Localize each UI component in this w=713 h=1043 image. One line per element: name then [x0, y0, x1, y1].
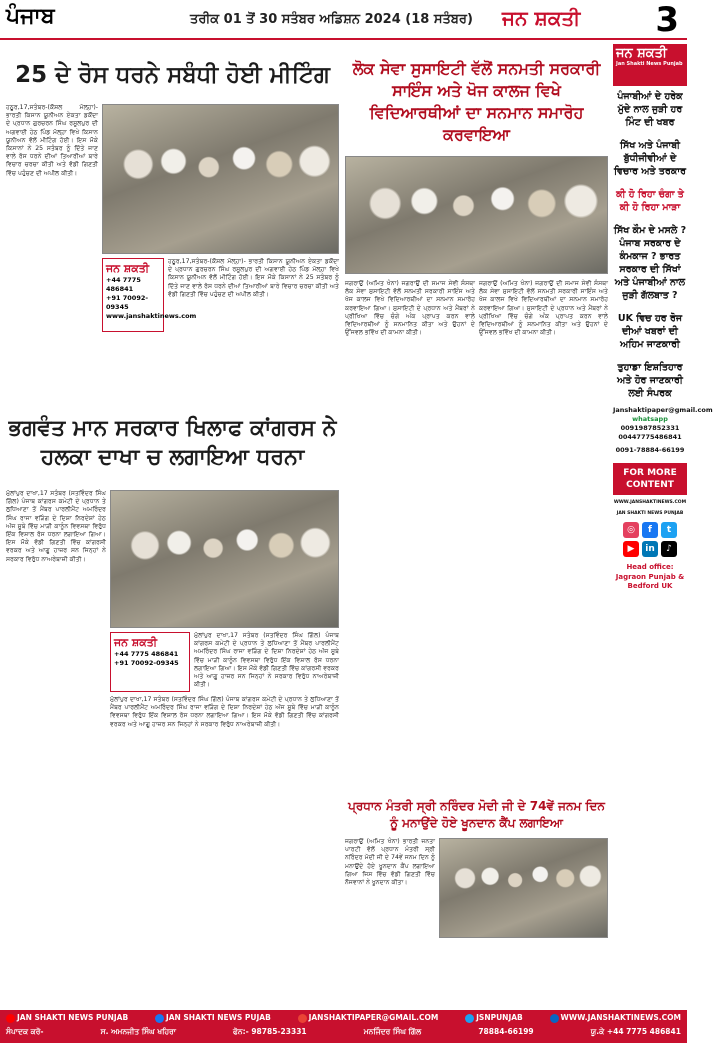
ad-phone-2b: +91 70092-09345 [114, 659, 179, 667]
tiktok-icon[interactable]: ♪ [661, 541, 677, 557]
gmail-icon [298, 1014, 307, 1023]
social-icons [613, 522, 687, 557]
page-footer [0, 1010, 687, 1043]
sidebar-header [613, 44, 687, 86]
footer-bottom-6: ਯੂ.ਕੇ +44 7775 486841 [590, 1026, 681, 1036]
ad-logo: ਜਨ ਸ਼ਕਤੀ [106, 262, 150, 275]
footer-item-3[interactable]: JANSHAKTIPAPER@GMAIL.COM [298, 1013, 439, 1023]
article2-body-continued-a: ਮੁੱਲਾਂਪੁਰ ਦਾਖਾ,17 ਸਤੰਬਰ (ਸਤਵਿੰਦਰ ਸਿੰਘ ਗਿੱਲ) ਪੰਜਾਬ ਕਾਂਗਰਸ ਕਮੇਟੀ ਦੇ ਪ੍ਰਧਾਨ ਤੇ ਲੁਧਿਆਣਾ ਤੋਂ ਮੈਂਬਰ ਪਾਰਲੀਮੈਂਟ ਅਮਰਿੰਦਰ ਸਿੰਘ ਰਾਜਾ ਵੜਿੰਗ ਦੇ ਦਿਸ਼ਾ ਨਿਰਦੇਸ਼ਾਂ ਹੇਠ ਅੱਜ ਸੂਬੇ ਵਿੱਚ ਮਾੜੀ ਕਾਨੂੰਨ ਵਿਵਸਥਾ ਵਿਰੁੱਧ ਇੱਕ ਵਿਸ਼ਾਲ ਰੋਸ ਧਰਨਾ ਲਗਾਇਆ ਗਿਆ। ਇਸ ਮੌਕੇ ਵੱਡੀ ਗਿਣਤੀ ਵਿੱਚ ਕਾਂਗਰਸੀ ਵਰਕਰ ਅਤੇ ਆਗੂ ਹਾਜ਼ਰ ਸਨ ਜਿਨ੍ਹਾਂ ਨੇ ਸਰਕਾਰ ਵਿਰੁੱਧ ਨਾਅਰੇਬਾਜ਼ੀ ਕੀਤੀ। [194, 632, 339, 689]
footer-bottom-4: ਮਨਜਿੰਦਰ ਸਿੰਘ ਗਿੱਲ [363, 1026, 422, 1036]
article1-headline: 25 ਦੇ ਰੋਸ ਧਰਨੇ ਸਬੰਧੀ ਹੋਈ ਮੀਟਿੰਗ [15, 62, 330, 88]
sidebar-site[interactable]: WWW.JANSHAKTINEWS.COM [613, 500, 687, 505]
article2-headline: ਭਗਵੰਤ ਮਾਨ ਸਰਕਾਰ ਖਿਲਾਫ ਕਾਂਗਰਸ ਨੇ ਹਲਕਾ ਦਾਖਾ ਚ ਲਗਾਇਆ ਧਰਨਾ [8, 416, 337, 470]
section-title: ਪੰਜਾਬ [6, 4, 55, 29]
youtube-icon [6, 1014, 15, 1023]
article3-body: ਜਗਰਾਉਂ (ਅਮਿਤ ਖੰਨਾ) ਜਗਰਾਉਂ ਦੀ ਸਮਾਜ ਸੇਵੀ ਸੰਸਥਾ ਲੋਕ ਸੇਵਾ ਸੁਸਾਇਟੀ ਵੱਲੋਂ ਸਨਮਤੀ ਸਰਕਾਰੀ ਸਾਇੰਸ ਅਤੇ ਖੋਜ ਕਾਲਜ ਵਿਖੇ ਵਿਦਿਆਰਥੀਆਂ ਦਾ ਸਨਮਾਨ ਸਮਾਰੋਹ ਕਰਵਾਇਆ ਗਿਆ। ਸੁਸਾਇਟੀ ਦੇ ਪ੍ਰਧਾਨ ਅਤੇ ਮੈਂਬਰਾਂ ਨੇ ਪ੍ਰੀਖਿਆ ਵਿੱਚ ਚੰਗੇ ਅੰਕ ਪ੍ਰਾਪਤ ਕਰਨ ਵਾਲੇ ਵਿਦਿਆਰਥੀਆਂ ਨੂੰ ਸਨਮਾਨਿਤ ਕੀਤਾ ਅਤੇ ਉਹਨਾਂ ਦੇ ਉੱਜਵਲ ਭਵਿੱਖ ਦੀ ਕਾਮਨਾ ਕੀਤੀ। [345, 280, 475, 337]
sidebar-item-4: ਸਿੱਖ ਕੌਮ ਦੇ ਮਸਲੇ ? ਪੰਜਾਬ ਸਰਕਾਰ ਦੇ ਕੰਮਕਾਜ ? ਭਾਰਤ ਸਰਕਾਰ ਦੀ ਸਿੱਖਾਂ ਅਤੇ ਪੰਜਾਬੀਆਂ ਨਾਲ ਜੁੜੀ ਗੱਲਬਾਤ ? [613, 225, 687, 301]
article1-photo [102, 104, 339, 254]
sidebar-item-3: ਕੀ ਹੋ ਰਿਹਾ ਚੰਗਾ ਤੇ ਕੀ ਹੋ ਰਿਹਾ ਮਾੜਾ [616, 189, 684, 213]
page-header [0, 0, 687, 40]
article3-headline: ਲੋਕ ਸੇਵਾ ਸੁਸਾਇਟੀ ਵੱਲੋਂ ਸਨਮਤੀ ਸਰਕਾਰੀ ਸਾਇੰਸ ਅਤੇ ਖੋਜ ਕਾਲਜ ਵਿਖੇ ਵਿਦਿਆਰਥੀਆਂ ਦਾ ਸਨਮਾਨ ਸਮਾਰੋਹ ਕਰਵਾਇਆ [352, 59, 601, 144]
ad-logo-2: ਜਨ ਸ਼ਕਤੀ [114, 636, 158, 649]
ad-site: www.janshaktinews.com [106, 312, 197, 320]
edition-date: ਤਰੀਕ 01 ਤੋਂ 30 ਸਤੰਬਰ ਅਡਿਸ਼ਨ 2024 (18 ਸਤੰਬਰ) [190, 12, 473, 27]
sidebar-item-6: ਤੁਹਾਡਾ ਇਸ਼ਤਿਹਾਰ ਅਤੇ ਹੋਰ ਜਾਣਕਾਰੀ ਲਈ ਸੰਪਰਕ [617, 362, 683, 399]
article2-photo [110, 490, 339, 628]
janshakti-ad-2[interactable] [110, 632, 190, 692]
sidebar-item-5: UK ਵਿਚ ਹਰ ਰੋਜ ਦੀਆਂ ਖਬਰਾਂ ਦੀ ਅਹਿਮ ਜਾਣਕਾਰੀ [617, 313, 683, 350]
article4-headline: ਪ੍ਰਧਾਨ ਮੰਤਰੀ ਸ੍ਰੀ ਨਰਿੰਦਰ ਮੋਦੀ ਜੀ ਦੇ 74ਵੇਂ ਜਨਮ ਦਿਨ ਨੂੰ ਮਨਾਉਂਦੇ ਹੋਏ ਖੂਨਦਾਨ ਕੈਂਪ ਲਗਾਇਆ [348, 799, 605, 830]
sidebar [613, 44, 713, 994]
footer-item-5[interactable]: WWW.JANSHAKTINEWS.COM [550, 1013, 681, 1023]
article2-body-continued-b: ਮੁੱਲਾਂਪੁਰ ਦਾਖਾ,17 ਸਤੰਬਰ (ਸਤਵਿੰਦਰ ਸਿੰਘ ਗਿੱਲ) ਪੰਜਾਬ ਕਾਂਗਰਸ ਕਮੇਟੀ ਦੇ ਪ੍ਰਧਾਨ ਤੇ ਲੁਧਿਆਣਾ ਤੋਂ ਮੈਂਬਰ ਪਾਰਲੀਮੈਂਟ ਅਮਰਿੰਦਰ ਸਿੰਘ ਰਾਜਾ ਵੜਿੰਗ ਦੇ ਦਿਸ਼ਾ ਨਿਰਦੇਸ਼ਾਂ ਹੇਠ ਅੱਜ ਸੂਬੇ ਵਿੱਚ ਮਾੜੀ ਕਾਨੂੰਨ ਵਿਵਸਥਾ ਵਿਰੁੱਧ ਇੱਕ ਵਿਸ਼ਾਲ ਰੋਸ ਧਰਨਾ ਲਗਾਇਆ ਗਿਆ। ਇਸ ਮੌਕੇ ਵੱਡੀ ਗਿਣਤੀ ਵਿੱਚ ਕਾਂਗਰਸੀ ਵਰਕਰ ਅਤੇ ਆਗੂ ਹਾਜ਼ਰ ਸਨ ਜਿਨ੍ਹਾਂ ਨੇ ਸਰਕਾਰ ਵਿਰੁੱਧ ਨਾਅਰੇਬਾਜ਼ੀ ਕੀਤੀ। [110, 696, 339, 728]
sidebar-phone[interactable]: 0091-78884-66199 [615, 446, 685, 454]
sidebar-tagline: Jan Shakti News Punjab [616, 61, 683, 67]
twitter-icon [465, 1014, 474, 1023]
ad-phone-1: +44 7775 486841 [106, 276, 141, 293]
sidebar-email[interactable]: Janshaktipaper@gmail.com [613, 406, 713, 414]
sidebar-whatsapp-label: whatsapp [632, 415, 668, 423]
footer-bottom-1: ਸੰਪਾਦਕ ਕਰੋ- [6, 1026, 44, 1036]
footer-bottom-3: ਫੋਨ:- 98785-23331 [233, 1026, 307, 1036]
facebook-icon[interactable]: f [642, 522, 658, 538]
sidebar-logo: ਜਨ ਸ਼ਕਤੀ [616, 46, 667, 61]
twitter-icon[interactable]: t [661, 522, 677, 538]
footer-item-2[interactable]: JAN SHAKTI NEWS PUJAB [155, 1013, 271, 1023]
sidebar-whatsapp-2[interactable]: 00447775486841 [618, 433, 682, 441]
sidebar-head-office: Head office: Jagraon Punjab & Bedford UK [615, 563, 685, 590]
left-column [6, 60, 339, 870]
janshakti-ad[interactable] [102, 258, 197, 332]
sidebar-item-1: ਪੰਜਾਬੀਆਂ ਦੇ ਹਰੇਕ ਮੁੱਦੇ ਨਾਲ ਜੁੜੀ ਹਰ ਮਿੰਟ ਦੀ ਖਬਰ [617, 91, 683, 128]
page-number: 3 [655, 0, 679, 40]
globe-icon [550, 1014, 559, 1023]
facebook-icon [155, 1014, 164, 1023]
sidebar-whatsapp-1[interactable]: 0091987852331 [620, 424, 680, 432]
article1-body-continued: ਹਠੂਰ,17,ਸਤੰਬਰ-(ਕੌਸ਼ਲ ਮੱਲ੍ਹਾ)- ਭਾਰਤੀ ਕਿਸਾਨ ਯੂਨੀਅਨ ਏਕਤਾ ਡਕੌਂਦਾ ਦੇ ਪ੍ਰਧਾਨ ਗੁਰਚਰਨ ਸਿੰਘ ਰਸੂਲਪੁਰ ਦੀ ਅਗਵਾਈ ਹੇਠ ਪਿੰਡ ਮੱਲ੍ਹਾ ਵਿਖੇ ਕਿਸਾਨ ਯੂਨੀਅਨ ਵੱਲੋਂ ਮੀਟਿੰਗ ਹੋਈ। ਇਸ ਮੌਕੇ ਕਿਸਾਨਾਂ ਨੇ 25 ਸਤੰਬਰ ਨੂੰ ਦਿੱਤੇ ਜਾਣ ਵਾਲੇ ਰੋਸ ਧਰਨੇ ਦੀਆਂ ਤਿਆਰੀਆਂ ਬਾਰੇ ਵਿਚਾਰ ਚਰਚਾ ਕੀਤੀ ਅਤੇ ਵੱਡੀ ਗਿਣਤੀ ਵਿੱਚ ਪਹੁੰਚਣ ਦੀ ਅਪੀਲ ਕੀਤੀ। [168, 258, 339, 298]
footer-bottom-5: 78884-66199 [478, 1026, 534, 1036]
more-content-button[interactable]: FOR MORE CONTENT [613, 463, 687, 495]
linkedin-icon[interactable]: in [642, 541, 658, 557]
article4-photo [439, 838, 608, 938]
article1-body: ਹਠੂਰ,17,ਸਤੰਬਰ-(ਕੌਸ਼ਲ ਮੱਲ੍ਹਾ)- ਭਾਰਤੀ ਕਿਸਾਨ ਯੂਨੀਅਨ ਏਕਤਾ ਡਕੌਂਦਾ ਦੇ ਪ੍ਰਧਾਨ ਗੁਰਚਰਨ ਸਿੰਘ ਰਸੂਲਪੁਰ ਦੀ ਅਗਵਾਈ ਹੇਠ ਪਿੰਡ ਮੱਲ੍ਹਾ ਵਿਖੇ ਕਿਸਾਨ ਯੂਨੀਅਨ ਵੱਲੋਂ ਮੀਟਿੰਗ ਹੋਈ। ਇਸ ਮੌਕੇ ਕਿਸਾਨਾਂ ਨੇ 25 ਸਤੰਬਰ ਨੂੰ ਦਿੱਤੇ ਜਾਣ ਵਾਲੇ ਰੋਸ ਧਰਨੇ ਦੀਆਂ ਤਿਆਰੀਆਂ ਬਾਰੇ ਵਿਚਾਰ ਚਰਚਾ ਕੀਤੀ ਅਤੇ ਵੱਡੀ ਗਿਣਤੀ ਵਿੱਚ ਪਹੁੰਚਣ ਦੀ ਅਪੀਲ ਕੀਤੀ। [6, 104, 98, 177]
masthead-logo: ਜਨ ਸ਼ਕਤੀ [502, 6, 581, 30]
footer-item-4[interactable]: JSNPUNJAB [465, 1013, 523, 1023]
footer-item-1[interactable]: JAN SHAKTI NEWS PUNJAB [6, 1013, 128, 1023]
article4-body: ਜਗਰਾਉਂ (ਅਮਿਤ ਖੰਨਾ) ਭਾਰਤੀ ਜਨਤਾ ਪਾਰਟੀ ਵੱਲੋਂ ਪ੍ਰਧਾਨ ਮੰਤਰੀ ਸ੍ਰੀ ਨਰਿੰਦਰ ਮੋਦੀ ਜੀ ਦੇ 74ਵੇਂ ਜਨਮ ਦਿਨ ਨੂੰ ਮਨਾਉਂਦੇ ਹੋਏ ਖੂਨਦਾਨ ਕੈਂਪ ਲਗਾਇਆ ਗਿਆ ਜਿਸ ਵਿੱਚ ਵੱਡੀ ਗਿਣਤੀ ਵਿੱਚ ਨੌਜਵਾਨਾਂ ਨੇ ਖੂਨਦਾਨ ਕੀਤਾ। [345, 838, 435, 887]
instagram-icon[interactable]: ◎ [623, 522, 639, 538]
footer-bottom-2: ਸ. ਅਮਨਜੀਤ ਸਿੰਘ ਖਹਿਰਾ [100, 1026, 176, 1036]
ad-phone-2: +91 70092-09345 [106, 294, 149, 311]
sidebar-fb[interactable]: JAN SHAKTI NEWS PUNJAB [616, 511, 684, 516]
ad-phone-1b: +44 7775 486841 [114, 650, 179, 658]
youtube-icon[interactable]: ▶ [623, 541, 639, 557]
middle-column [345, 60, 608, 938]
article2-body: ਮੁੱਲਾਂਪੁਰ ਦਾਖਾ,17 ਸਤੰਬਰ (ਸਤਵਿੰਦਰ ਸਿੰਘ ਗਿੱਲ) ਪੰਜਾਬ ਕਾਂਗਰਸ ਕਮੇਟੀ ਦੇ ਪ੍ਰਧਾਨ ਤੇ ਲੁਧਿਆਣਾ ਤੋਂ ਮੈਂਬਰ ਪਾਰਲੀਮੈਂਟ ਅਮਰਿੰਦਰ ਸਿੰਘ ਰਾਜਾ ਵੜਿੰਗ ਦੇ ਦਿਸ਼ਾ ਨਿਰਦੇਸ਼ਾਂ ਹੇਠ ਅੱਜ ਸੂਬੇ ਵਿੱਚ ਮਾੜੀ ਕਾਨੂੰਨ ਵਿਵਸਥਾ ਵਿਰੁੱਧ ਇੱਕ ਵਿਸ਼ਾਲ ਰੋਸ ਧਰਨਾ ਲਗਾਇਆ ਗਿਆ। ਇਸ ਮੌਕੇ ਵੱਡੀ ਗਿਣਤੀ ਵਿੱਚ ਕਾਂਗਰਸੀ ਵਰਕਰ ਅਤੇ ਆਗੂ ਹਾਜ਼ਰ ਸਨ ਜਿਨ੍ਹਾਂ ਨੇ ਸਰਕਾਰ ਵਿਰੁੱਧ ਨਾਅਰੇਬਾਜ਼ੀ ਕੀਤੀ। [6, 490, 106, 563]
article3-body-continued: ਜਗਰਾਉਂ (ਅਮਿਤ ਖੰਨਾ) ਜਗਰਾਉਂ ਦੀ ਸਮਾਜ ਸੇਵੀ ਸੰਸਥਾ ਲੋਕ ਸੇਵਾ ਸੁਸਾਇਟੀ ਵੱਲੋਂ ਸਨਮਤੀ ਸਰਕਾਰੀ ਸਾਇੰਸ ਅਤੇ ਖੋਜ ਕਾਲਜ ਵਿਖੇ ਵਿਦਿਆਰਥੀਆਂ ਦਾ ਸਨਮਾਨ ਸਮਾਰੋਹ ਕਰਵਾਇਆ ਗਿਆ। ਸੁਸਾਇਟੀ ਦੇ ਪ੍ਰਧਾਨ ਅਤੇ ਮੈਂਬਰਾਂ ਨੇ ਪ੍ਰੀਖਿਆ ਵਿੱਚ ਚੰਗੇ ਅੰਕ ਪ੍ਰਾਪਤ ਕਰਨ ਵਾਲੇ ਵਿਦਿਆਰਥੀਆਂ ਨੂੰ ਸਨਮਾਨਿਤ ਕੀਤਾ ਅਤੇ ਉਹਨਾਂ ਦੇ ਉੱਜਵਲ ਭਵਿੱਖ ਦੀ ਕਾਮਨਾ ਕੀਤੀ। [479, 280, 608, 337]
sidebar-item-2: ਸਿੱਖ ਅਤੇ ਪੰਜਾਬੀ ਬੁੱਧੀਜੀਵੀਆਂ ਦੇ ਵਿਚਾਰ ਅਤੇ ਤਰਕਾਰ [614, 140, 686, 177]
article3-photo [345, 156, 608, 274]
